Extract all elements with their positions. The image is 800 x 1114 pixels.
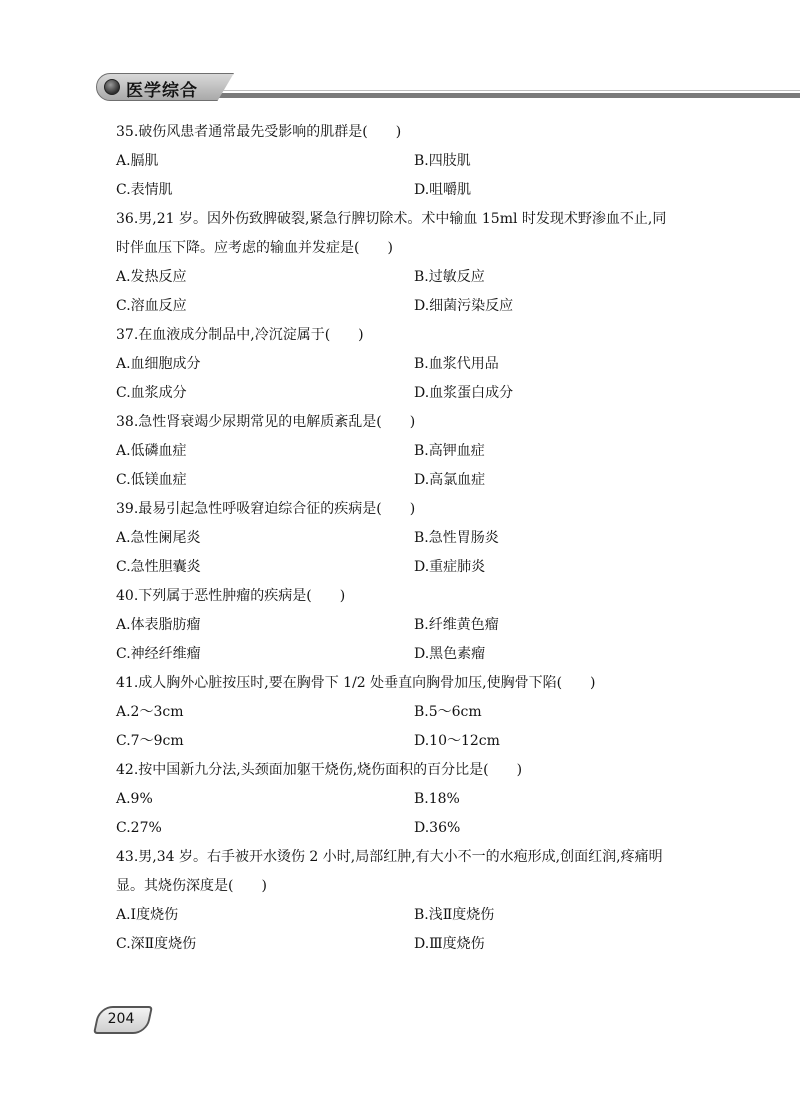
- answer-option: C.神经纤维瘤: [116, 646, 201, 662]
- option-grid: [116, 785, 716, 843]
- answer-option: A.急性阑尾炎: [116, 530, 201, 546]
- answer-option: B.四肢肌: [414, 153, 471, 169]
- question-list: [116, 118, 716, 959]
- option-grid: [116, 350, 716, 408]
- answer-option: B.18%: [414, 791, 460, 807]
- option-grid: [116, 437, 716, 495]
- header-rule: [216, 93, 800, 98]
- answer-option: C.7～9cm: [116, 733, 184, 749]
- option-grid: [116, 611, 716, 669]
- answer-option: A.9%: [116, 791, 153, 807]
- answer-option: C.急性胆囊炎: [116, 559, 201, 575]
- answer-option: D.细菌污染反应: [414, 298, 514, 314]
- header-rule-thin: [216, 90, 800, 91]
- question-stem: 35.破伤风患者通常最先受影响的肌群是( ): [116, 124, 402, 140]
- page-number-badge: [96, 1006, 150, 1034]
- answer-option: B.纤维黄色瘤: [414, 617, 499, 633]
- question-item: [116, 118, 716, 205]
- answer-option: C.表情肌: [116, 182, 173, 198]
- question-stem: 39.最易引起急性呼吸窘迫综合征的疾病是( ): [116, 501, 416, 517]
- answer-option: C.低镁血症: [116, 472, 187, 488]
- bullet-dot-icon: [104, 79, 120, 95]
- question-item: [116, 756, 716, 843]
- question-item: [116, 408, 716, 495]
- answer-option: A.发热反应: [116, 269, 187, 285]
- section-title: 医学综合: [126, 81, 198, 101]
- answer-option: C.溶血反应: [116, 298, 187, 314]
- answer-option: D.黑色素瘤: [414, 646, 486, 662]
- option-grid: [116, 524, 716, 582]
- answer-option: D.高氯血症: [414, 472, 486, 488]
- question-item: [116, 582, 716, 669]
- option-grid: [116, 147, 716, 205]
- answer-option: D.血浆蛋白成分: [414, 385, 514, 401]
- question-stem: 43.男,34 岁。右手被开水烫伤 2 小时,局部红肿,有大小不一的水疱形成,创面红润,疼痛明: [116, 849, 663, 865]
- question-stem: 显。其烧伤深度是( ): [116, 878, 267, 894]
- answer-option: A.体表脂肪瘤: [116, 617, 201, 633]
- answer-option: B.5～6cm: [414, 704, 482, 720]
- answer-option: A.血细胞成分: [116, 356, 201, 372]
- question-stem: 37.在血液成分制品中,冷沉淀属于( ): [116, 327, 364, 343]
- answer-option: D.Ⅲ度烧伤: [414, 936, 485, 952]
- answer-option: B.急性胃肠炎: [414, 530, 499, 546]
- answer-option: D.36%: [414, 820, 461, 836]
- answer-option: B.血浆代用品: [414, 356, 499, 372]
- answer-option: A.低磷血症: [116, 443, 187, 459]
- question-item: [116, 669, 716, 756]
- answer-option: C.血浆成分: [116, 385, 187, 401]
- question-item: [116, 843, 716, 959]
- answer-option: D.咀嚼肌: [414, 182, 472, 198]
- answer-option: A.Ⅰ度烧伤: [116, 907, 179, 923]
- question-item: [116, 205, 716, 321]
- answer-option: B.浅Ⅱ度烧伤: [414, 907, 495, 923]
- answer-option: D.重症肺炎: [414, 559, 486, 575]
- question-stem: 40.下列属于恶性肿瘤的疾病是( ): [116, 588, 346, 604]
- question-stem: 42.按中国新九分法,头颈面加躯干烧伤,烧伤面积的百分比是( ): [116, 762, 523, 778]
- answer-option: A.2～3cm: [116, 704, 184, 720]
- question-stem: 36.男,21 岁。因外伤致脾破裂,紧急行脾切除术。术中输血 15ml 时发现术野渗血不止,同: [116, 211, 667, 227]
- option-grid: [116, 698, 716, 756]
- question-stem: 38.急性肾衰竭少尿期常见的电解质紊乱是( ): [116, 414, 416, 430]
- answer-option: A.膈肌: [116, 153, 159, 169]
- answer-option: C.27%: [116, 820, 162, 836]
- answer-option: C.深Ⅱ度烧伤: [116, 936, 197, 952]
- answer-option: B.高钾血症: [414, 443, 485, 459]
- answer-option: D.10～12cm: [414, 733, 500, 749]
- page-header: [96, 73, 800, 103]
- page-number: 204: [107, 1011, 135, 1027]
- question-stem: 41.成人胸外心脏按压时,要在胸骨下 1/2 处垂直向胸骨加压,使胸骨下陷( ): [116, 675, 596, 691]
- answer-option: B.过敏反应: [414, 269, 485, 285]
- option-grid: [116, 263, 716, 321]
- question-item: [116, 495, 716, 582]
- question-stem: 时伴血压下降。应考虑的输血并发症是( ): [116, 240, 393, 256]
- option-grid: [116, 901, 716, 959]
- question-item: [116, 321, 716, 408]
